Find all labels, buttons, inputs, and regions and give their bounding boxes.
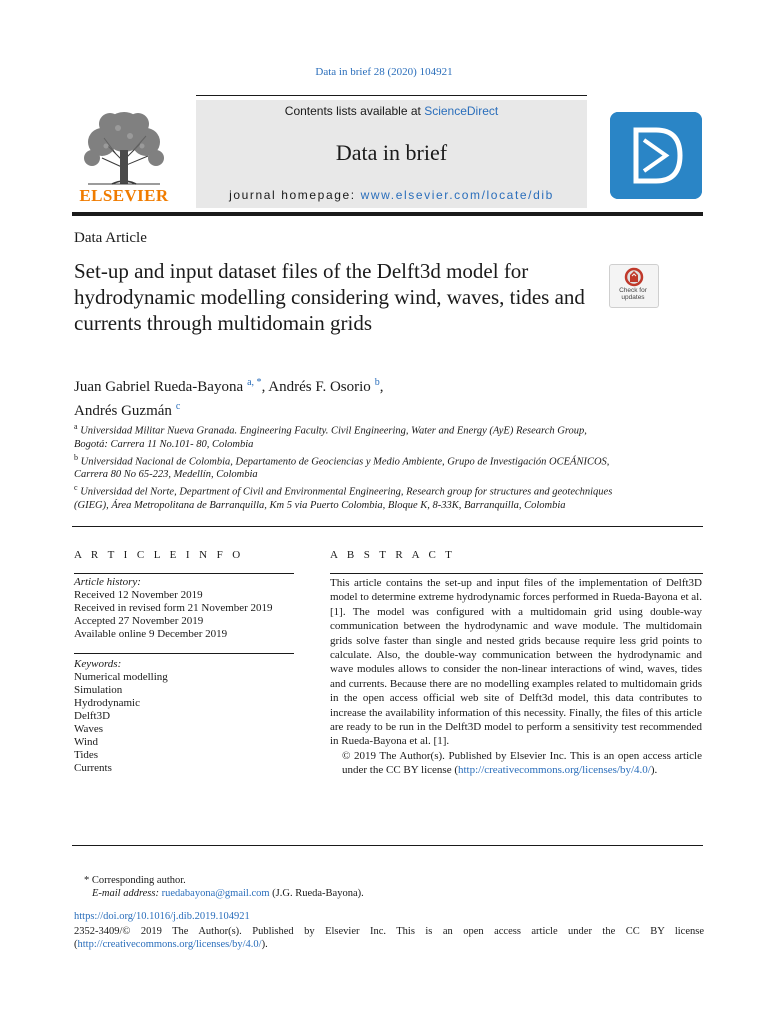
keyword: Delft3D bbox=[74, 710, 111, 722]
keyword: Currents bbox=[74, 762, 112, 774]
copyright-license-link[interactable]: http://creativecommons.org/licenses/by/4.0/ bbox=[77, 939, 262, 950]
affiliation bbox=[74, 481, 614, 512]
keywords-label: Keywords: bbox=[74, 658, 122, 670]
history-entry: Received 12 November 2019 bbox=[74, 589, 203, 601]
affiliation-marker: c bbox=[74, 483, 78, 492]
affiliation bbox=[74, 451, 614, 482]
section-divider bbox=[72, 526, 703, 527]
copyright-notice: 2352-3409/© 2019 The Author(s). Published by Elsevier Inc. This is an open access article under the CC BY license (http://creativecommons.org/licenses/by/4.0/). bbox=[74, 926, 704, 950]
journal-homepage-line: journal homepage: www.elsevier.com/locate/dib bbox=[229, 188, 554, 202]
author-name[interactable]: Andrés F. Osorio bbox=[268, 379, 371, 395]
doi-link[interactable]: https://doi.org/10.1016/j.dib.2019.104921 bbox=[74, 911, 250, 922]
author-name[interactable]: Juan Gabriel Rueda-Bayona bbox=[74, 379, 244, 395]
corresponding-author-label: * Corresponding author. bbox=[84, 875, 186, 886]
author-separator: , bbox=[261, 379, 269, 395]
email-label: E-mail address: bbox=[92, 888, 159, 899]
affiliation-list bbox=[74, 420, 614, 512]
paper-title: Set-up and input dataset files of the Delft3d model for hydrodynamic modelling considering wind, waves, tides and currents through multidomain grids bbox=[74, 259, 585, 335]
abstract-text: This article contains the set-up and input files of the implementation of Delft3D model to determine extreme hydrodynamic forces performed in Rueda-Bayona et al. [1]. The model was configured with a multidomain grid using double-way communication between the hydrodynamic and wave module. The multidomain grids solve faster than single and nested grids because require less grid points to calculate. Also, the double-way communication between the hydrodynamic and wave modules allows to consider the non-linear interactions of wind, waves, tides and currents. Because there are no modelling examples related to multidomain grids in the open access official web site of Delft3d model, this data contributes to increase the availability information of this necessity. Finally, the files of this article are ready to be run in the Delft3D model to perform a sensitivity test recommended in Rueda-Bayona et al. [1]. bbox=[330, 577, 702, 748]
keyword: Simulation bbox=[74, 684, 123, 696]
author-separator: , bbox=[379, 379, 384, 395]
affiliation bbox=[74, 420, 614, 451]
author-affiliation-marker[interactable]: a, * bbox=[247, 377, 262, 388]
affiliation-marker: a bbox=[74, 422, 78, 431]
keyword-items bbox=[74, 671, 304, 775]
elsevier-wordmark: ELSEVIER bbox=[79, 186, 169, 205]
header-top-rule bbox=[196, 95, 587, 96]
keyword: Numerical modelling bbox=[74, 671, 168, 683]
affiliation-marker: b bbox=[74, 452, 78, 462]
author-affiliation-marker[interactable]: c bbox=[175, 401, 181, 412]
affiliation-text: Universidad del Norte, Department of Civil and Environmental Engineering, Research group for structures and geotechniques (GIEG), Área Metropolitana de Barranquilla, Km 5 via Puerto Colombia, Bloque K, 8-33K, Barranquilla, Colombia bbox=[74, 486, 613, 511]
header-bottom-rule bbox=[72, 212, 703, 216]
article-history-rule bbox=[74, 653, 294, 654]
article-history-items bbox=[74, 589, 304, 641]
journal-title: Data in brief bbox=[335, 140, 448, 165]
keyword: Tides bbox=[74, 749, 99, 761]
history-entry: Accepted 27 November 2019 bbox=[74, 615, 204, 627]
author-list bbox=[74, 373, 634, 421]
abstract-license: © 2019 The Author(s). Published by Elsevier Inc. This is an open access article under the CC BY license (http://creativecommons.org/licenses/by/4.0/). bbox=[342, 749, 702, 777]
keyword: Wind bbox=[74, 736, 98, 748]
author-affiliation-marker[interactable]: b bbox=[374, 377, 380, 388]
abstract-license-link[interactable]: http://creativecommons.org/licenses/by/4.0/ bbox=[457, 764, 651, 777]
keywords-section bbox=[74, 658, 304, 775]
article-history-label: Article history: bbox=[74, 576, 141, 588]
author-email-link[interactable]: ruedabayona@gmail.com bbox=[161, 888, 270, 899]
corresponding-author-footnote: * Corresponding author. E-mail address: ruedabayona@gmail.com (J.G. Rueda-Bayona). bbox=[84, 874, 684, 900]
footnote-divider bbox=[72, 845, 703, 846]
data-in-brief-logo-icon[interactable] bbox=[610, 112, 702, 199]
article-type: Data Article bbox=[74, 230, 147, 246]
check-for-updates-label: Check for updates bbox=[619, 287, 647, 301]
author-name[interactable]: Andrés Guzmán bbox=[74, 403, 172, 419]
article-info-rule bbox=[74, 573, 294, 574]
journal-homepage-link[interactable]: www.elsevier.com/locate/dib bbox=[360, 188, 554, 202]
article-info-heading: A R T I C L E I N F O bbox=[74, 549, 244, 561]
journal-reference[interactable]: Data in brief 28 (2020) 104921 bbox=[315, 66, 453, 78]
keyword: Waves bbox=[74, 723, 104, 735]
check-for-updates-button[interactable] bbox=[609, 264, 659, 308]
abstract-heading: A B S T R A C T bbox=[330, 549, 456, 561]
article-history bbox=[74, 576, 304, 641]
history-entry: Received in revised form 21 November 2019 bbox=[74, 602, 273, 614]
abstract-body bbox=[330, 576, 702, 778]
affiliation-text: Universidad Nacional de Colombia, Departamento de Geociencias y Medio Ambiente, Grupo de Investigación OCEÁNICOS, Carrera 80 No 65-223, Medellín, Colombia bbox=[74, 456, 610, 480]
keyword: Hydrodynamic bbox=[74, 697, 140, 709]
affiliation-text: Universidad Militar Nueva Granada. Engineering Faculty. Civil Engineering, Water and Energy (AyE) Research Group, Bogotá: Carrera 11 No.101- 80, Colombia bbox=[74, 425, 587, 450]
abstract-rule bbox=[330, 573, 703, 574]
contents-available-line: Contents lists available at ScienceDirect bbox=[284, 104, 499, 118]
sciencedirect-link[interactable]: ScienceDirect bbox=[424, 104, 499, 118]
history-entry: Available online 9 December 2019 bbox=[74, 628, 228, 640]
